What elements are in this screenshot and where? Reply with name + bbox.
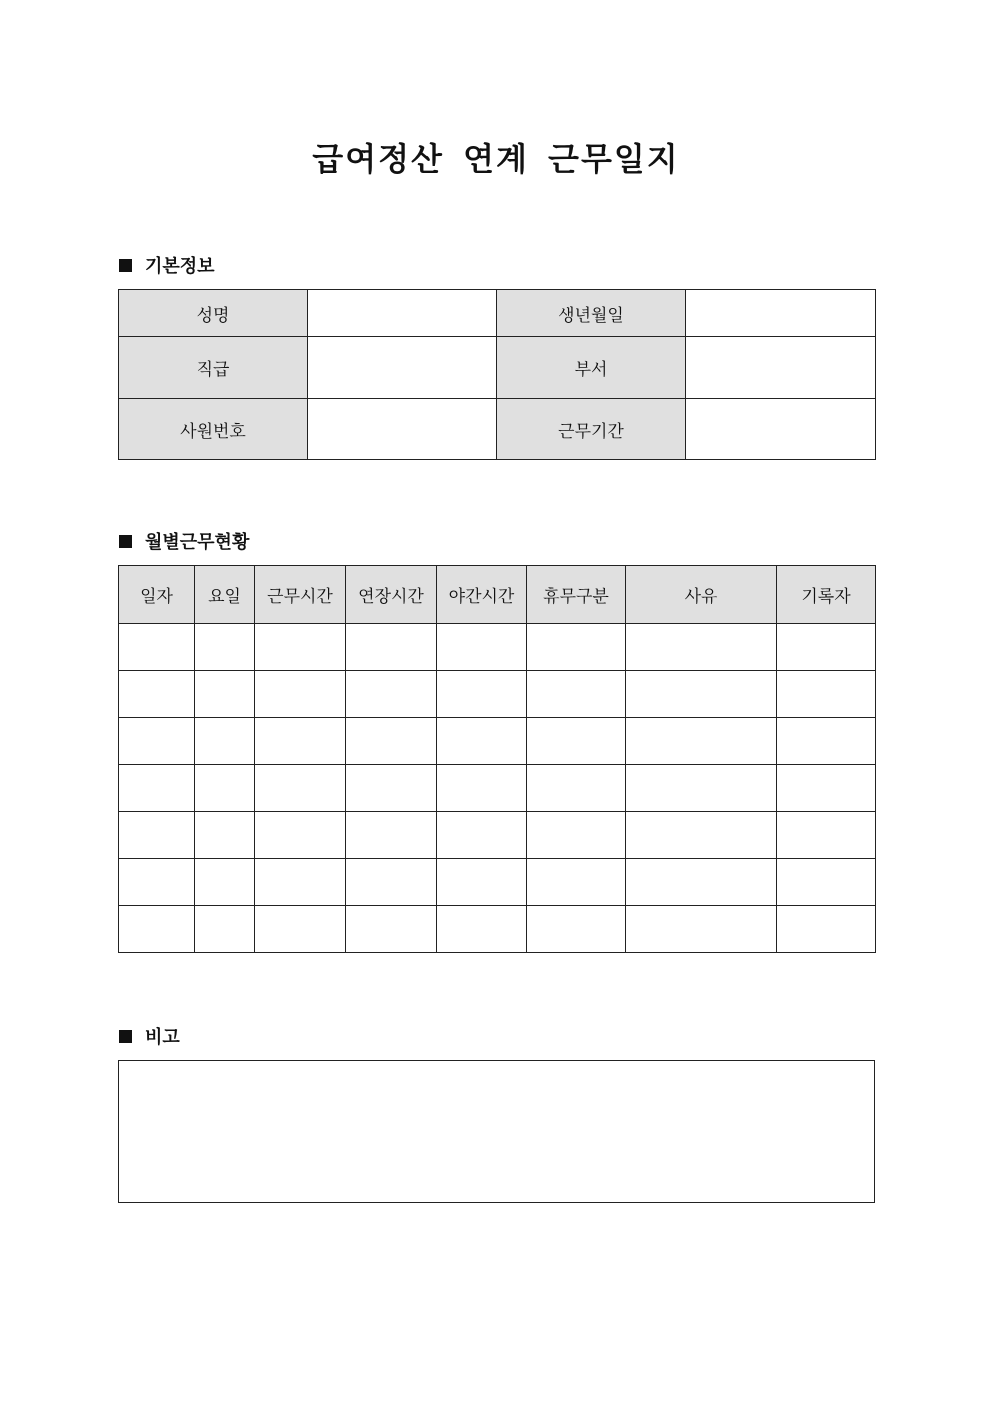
header-leave-type: 휴무구분 (527, 566, 626, 624)
header-overtime-hours: 연장시간 (346, 566, 437, 624)
date-cell[interactable] (119, 624, 195, 671)
period-label: 근무기간 (497, 399, 686, 460)
basic-info-row (119, 290, 876, 337)
header-reason: 사유 (626, 566, 777, 624)
leave-type-cell[interactable] (527, 671, 626, 718)
reason-cell[interactable] (626, 718, 777, 765)
leave-type-cell[interactable] (527, 718, 626, 765)
header-date: 일자 (119, 566, 195, 624)
night-hours-cell[interactable] (437, 624, 527, 671)
overtime-cell[interactable] (346, 812, 437, 859)
work-hours-cell[interactable] (255, 624, 346, 671)
weekday-cell[interactable] (195, 812, 255, 859)
monthly-header-row (119, 566, 876, 624)
birth-field[interactable] (686, 290, 876, 337)
table-row (119, 859, 876, 906)
recorder-cell[interactable] (777, 671, 876, 718)
table-row (119, 718, 876, 765)
overtime-cell[interactable] (346, 718, 437, 765)
work-hours-cell[interactable] (255, 765, 346, 812)
position-field[interactable] (308, 337, 497, 399)
section-monthly-heading (119, 529, 249, 553)
basic-info-table (118, 289, 876, 460)
dept-field[interactable] (686, 337, 876, 399)
reason-cell[interactable] (626, 906, 777, 953)
emp-no-field[interactable] (308, 399, 497, 460)
section-basic-info-heading (119, 253, 215, 277)
weekday-cell[interactable] (195, 718, 255, 765)
recorder-cell[interactable] (777, 859, 876, 906)
reason-cell[interactable] (626, 859, 777, 906)
weekday-cell[interactable] (195, 671, 255, 718)
date-cell[interactable] (119, 906, 195, 953)
name-field[interactable] (308, 290, 497, 337)
date-cell[interactable] (119, 718, 195, 765)
section-basic-info-label: 기본정보 (145, 256, 215, 277)
dept-label: 부서 (497, 337, 686, 399)
night-hours-cell[interactable] (437, 859, 527, 906)
square-bullet-icon (119, 535, 132, 548)
recorder-cell[interactable] (777, 624, 876, 671)
reason-cell[interactable] (626, 671, 777, 718)
leave-type-cell[interactable] (527, 812, 626, 859)
header-recorder: 기록자 (777, 566, 876, 624)
table-row (119, 624, 876, 671)
overtime-cell[interactable] (346, 624, 437, 671)
date-cell[interactable] (119, 671, 195, 718)
night-hours-cell[interactable] (437, 812, 527, 859)
leave-type-cell[interactable] (527, 906, 626, 953)
position-label: 직급 (119, 337, 308, 399)
reason-cell[interactable] (626, 812, 777, 859)
overtime-cell[interactable] (346, 859, 437, 906)
document-title: 급여정산 연계 근무일지 (312, 140, 680, 178)
basic-info-row (119, 337, 876, 399)
night-hours-cell[interactable] (437, 718, 527, 765)
leave-type-cell[interactable] (527, 765, 626, 812)
birth-label: 생년월일 (497, 290, 686, 337)
name-label: 성명 (119, 290, 308, 337)
recorder-cell[interactable] (777, 812, 876, 859)
date-cell[interactable] (119, 812, 195, 859)
recorder-cell[interactable] (777, 718, 876, 765)
work-hours-cell[interactable] (255, 906, 346, 953)
header-night-hours: 야간시간 (437, 566, 527, 624)
emp-no-label: 사원번호 (119, 399, 308, 460)
work-hours-cell[interactable] (255, 812, 346, 859)
square-bullet-icon (119, 259, 132, 272)
table-row (119, 671, 876, 718)
header-work-hours: 근무시간 (255, 566, 346, 624)
table-row (119, 812, 876, 859)
date-cell[interactable] (119, 859, 195, 906)
overtime-cell[interactable] (346, 671, 437, 718)
reason-cell[interactable] (626, 624, 777, 671)
work-hours-cell[interactable] (255, 718, 346, 765)
section-remarks-label: 비고 (145, 1027, 180, 1048)
table-row (119, 906, 876, 953)
weekday-cell[interactable] (195, 765, 255, 812)
basic-info-row (119, 399, 876, 460)
remarks-box[interactable] (118, 1060, 875, 1203)
recorder-cell[interactable] (777, 765, 876, 812)
monthly-work-table (118, 565, 876, 953)
recorder-cell[interactable] (777, 906, 876, 953)
date-cell[interactable] (119, 765, 195, 812)
reason-cell[interactable] (626, 765, 777, 812)
work-hours-cell[interactable] (255, 671, 346, 718)
leave-type-cell[interactable] (527, 624, 626, 671)
night-hours-cell[interactable] (437, 671, 527, 718)
weekday-cell[interactable] (195, 859, 255, 906)
overtime-cell[interactable] (346, 765, 437, 812)
section-remarks-heading (119, 1024, 180, 1048)
square-bullet-icon (119, 1030, 132, 1043)
work-hours-cell[interactable] (255, 859, 346, 906)
weekday-cell[interactable] (195, 906, 255, 953)
night-hours-cell[interactable] (437, 765, 527, 812)
period-field[interactable] (686, 399, 876, 460)
overtime-cell[interactable] (346, 906, 437, 953)
leave-type-cell[interactable] (527, 859, 626, 906)
night-hours-cell[interactable] (437, 906, 527, 953)
header-weekday: 요일 (195, 566, 255, 624)
table-row (119, 765, 876, 812)
section-monthly-label: 월별근무현황 (145, 532, 250, 553)
weekday-cell[interactable] (195, 624, 255, 671)
